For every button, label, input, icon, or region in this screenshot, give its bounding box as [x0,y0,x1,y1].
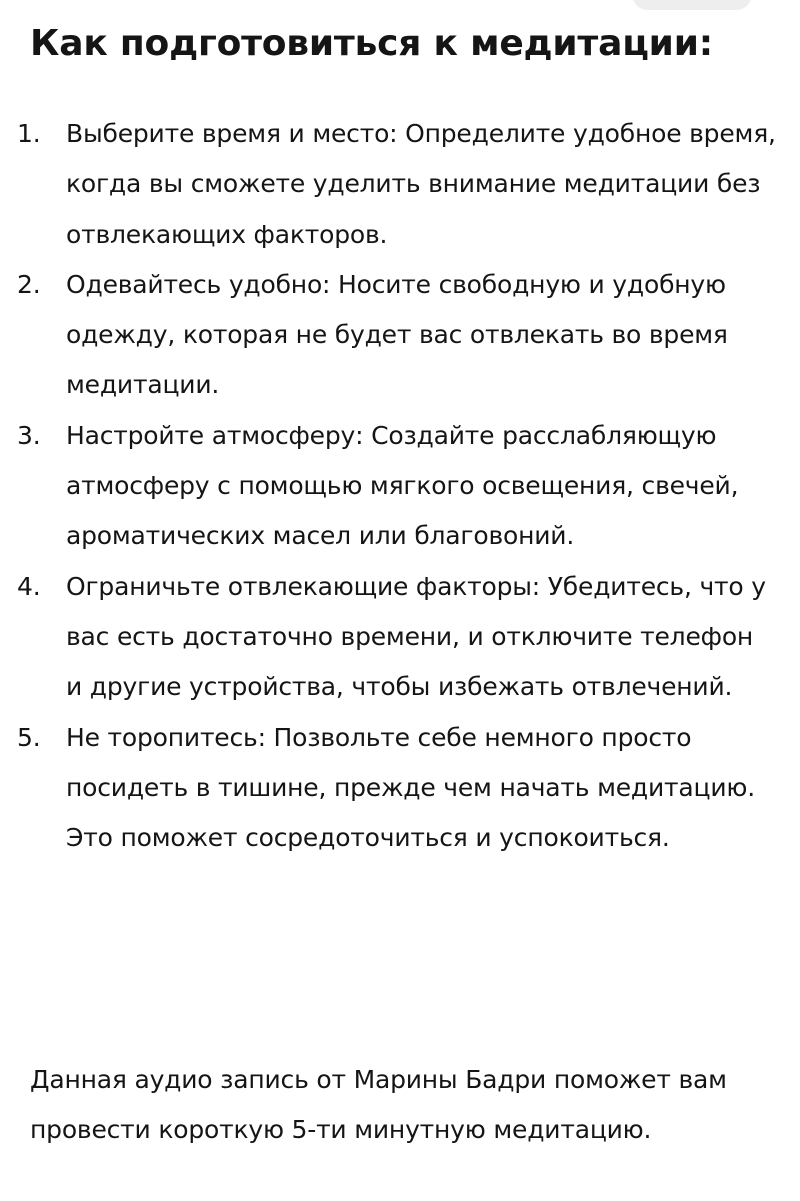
list-item [0,260,800,411]
list-item-text: Не торопитесь: Позвольте себе немного просто посидеть в тишине, прежде чем начать медитацию. Это поможет сосредоточиться и успокоиться. [66,722,755,853]
list-item-number: 5. [17,722,41,752]
list-item-text: Ограничьте отвлекающие факторы: Убедитесь, что у вас есть достаточно времени, и отключите телефон и другие устройства, чтобы избежать отвлечений. [66,571,766,702]
list-item-text: Выберите время и место: Определите удобное время, когда вы сможете уделить внимание медитации без отвлекающих факторов. [66,119,776,249]
list-item [0,411,800,562]
list-item-number: 1. [17,119,41,148]
audio-note-paragraph: Данная аудио запись от Марины Бадри поможет вам провести короткую 5-ти минутную медитацию. [30,1065,727,1144]
page-title: Как подготовиться к медитации: [30,23,713,64]
list-item-number: 4. [17,571,41,601]
list-item-text: Одевайтесь удобно: Носите свободную и удобную одежду, которая не будет вас отвлекать во время медитации. [66,269,728,400]
top-edge-shade [632,0,752,10]
list-item-number: 3. [17,420,41,450]
list-item [0,562,800,713]
list-item [0,713,800,864]
list-item-number: 2. [17,269,41,299]
list-item [0,109,800,260]
list-item-text: Настройте атмосферу: Создайте расслабляющую атмосферу с помощью мягкого освещения, свечей, ароматических масел или благовоний. [66,420,739,551]
steps-list [0,109,800,863]
